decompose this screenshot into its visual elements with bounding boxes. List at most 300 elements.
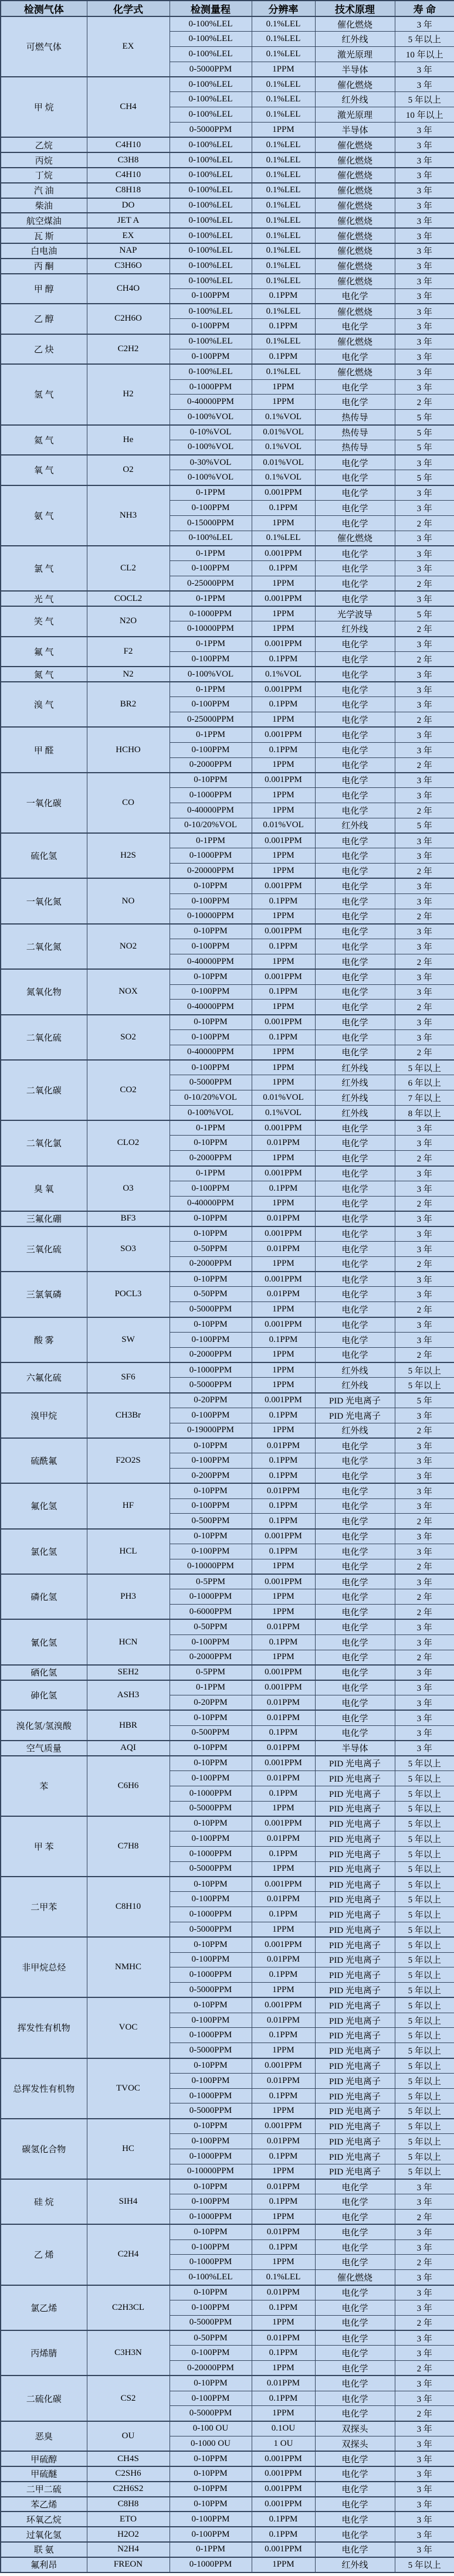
range-cell: 0-10PPM — [170, 1438, 252, 1453]
formula-cell: AQI — [87, 1741, 170, 1756]
lifespan-cell: 5 年以上 — [395, 32, 454, 47]
resolution-cell: 0.01PPM — [252, 2285, 315, 2300]
table-row — [1, 924, 454, 939]
principle-cell: 双探头 — [315, 2421, 395, 2436]
resolution-cell: 0.1%VOL — [252, 440, 315, 455]
lifespan-cell: 3 年 — [395, 939, 454, 954]
principle-cell: 电化学 — [315, 2466, 395, 2482]
lifespan-cell: 2 年 — [395, 712, 454, 728]
principle-cell: 电化学 — [315, 501, 395, 516]
column-header-lifespan: 寿 命 — [395, 1, 454, 16]
range-cell: 0-100PPM — [170, 1498, 252, 1514]
lifespan-cell: 2 年 — [395, 1559, 454, 1574]
lifespan-cell: 3 年 — [395, 243, 454, 259]
lifespan-cell: 5 年以上 — [395, 2028, 454, 2043]
range-cell: 0-1000PPM — [170, 1786, 252, 1801]
range-cell: 0-1000 OU — [170, 2436, 252, 2452]
gas-name-cell: 三氯氧磷 — [1, 1272, 87, 1317]
lifespan-cell: 3 年 — [395, 1498, 454, 1514]
range-cell: 0-10PPM — [170, 1816, 252, 1831]
resolution-cell: 0.1PPM — [252, 1332, 315, 1347]
resolution-cell: 1PPM — [252, 1801, 315, 1816]
range-cell: 0-40000PPM — [170, 803, 252, 818]
range-cell: 0-100PPM — [170, 2134, 252, 2149]
range-cell: 0-10PPM — [170, 1317, 252, 1333]
table-row — [1, 667, 454, 682]
range-cell: 0-20PPM — [170, 1695, 252, 1710]
resolution-cell: 0.001PPM — [252, 546, 315, 561]
resolution-cell: 0.1PPM — [252, 2346, 315, 2361]
range-cell: 0-100PPM — [170, 939, 252, 954]
lifespan-cell: 3 年 — [395, 1317, 454, 1333]
table-row — [1, 546, 454, 561]
lifespan-cell: 2 年 — [395, 1514, 454, 1529]
lifespan-cell: 3 年 — [395, 62, 454, 77]
table-row — [1, 137, 454, 152]
range-cell: 0-1PPM — [170, 637, 252, 652]
lifespan-cell: 5 年以上 — [395, 2164, 454, 2179]
column-header-formula: 化学式 — [87, 1, 170, 16]
lifespan-cell: 3 年 — [395, 682, 454, 697]
resolution-cell: 0.1%LEL — [252, 47, 315, 62]
principle-cell: 电化学 — [315, 833, 395, 848]
resolution-cell: 0.01PPM — [252, 2224, 315, 2239]
resolution-cell: 1PPM — [252, 1302, 315, 1317]
formula-cell: BR2 — [87, 682, 170, 727]
resolution-cell: 0.1PPM — [252, 939, 315, 954]
gas-name-cell: 碳氢化合物 — [1, 2119, 87, 2179]
range-cell: 0-10000PPM — [170, 621, 252, 637]
formula-cell: CH4O — [87, 274, 170, 304]
table-row — [1, 1166, 454, 1181]
resolution-cell: 0.1PPM — [252, 1514, 315, 1529]
gas-name-cell: 二甲二硫 — [1, 2482, 87, 2497]
formula-cell: JET A — [87, 213, 170, 228]
resolution-cell: 1PPM — [252, 1045, 315, 1060]
formula-cell: O3 — [87, 1166, 170, 1211]
lifespan-cell: 5 年以上 — [395, 2073, 454, 2088]
lifespan-cell: 3 年 — [395, 334, 454, 349]
range-cell: 0-1PPM — [170, 833, 252, 848]
resolution-cell: 0.1OU — [252, 2421, 315, 2436]
table-row — [1, 168, 454, 183]
principle-cell: 红外线 — [315, 1090, 395, 1106]
resolution-cell: 1PPM — [252, 757, 315, 773]
principle-cell: PID 光电离子 — [315, 1983, 395, 1998]
range-cell: 0-10PPM — [170, 1937, 252, 1952]
lifespan-cell: 10 年以上 — [395, 107, 454, 123]
principle-cell: 电化学 — [315, 1469, 395, 1484]
range-cell: 0-1PPM — [170, 1166, 252, 1181]
resolution-cell: 1PPM — [252, 2043, 315, 2058]
gas-name-cell: 硒化氢 — [1, 1665, 87, 1680]
resolution-cell: 0.1PPM — [252, 1786, 315, 1801]
range-cell: 0-5PPM — [170, 1574, 252, 1589]
range-cell: 0-100PPM — [170, 2527, 252, 2542]
range-cell: 0-5000PPM — [170, 1302, 252, 1317]
lifespan-cell: 2 年 — [395, 2361, 454, 2376]
range-cell: 0-40000PPM — [170, 1196, 252, 1211]
resolution-cell: 1PPM — [252, 1060, 315, 1075]
lifespan-cell: 3 年 — [395, 788, 454, 803]
table-body — [1, 16, 454, 2572]
table-row — [1, 637, 454, 652]
principle-cell: 电化学 — [315, 2300, 395, 2315]
table-row — [1, 1317, 454, 1333]
principle-cell: PID 光电离子 — [315, 1997, 395, 2013]
lifespan-cell: 3 年 — [395, 2346, 454, 2361]
range-cell: 0-100PPM — [170, 1770, 252, 1786]
resolution-cell: 1PPM — [252, 1650, 315, 1665]
principle-cell: 电化学 — [315, 893, 395, 909]
table-row — [1, 1438, 454, 1453]
lifespan-cell: 3 年 — [395, 379, 454, 395]
table-row — [1, 1997, 454, 2013]
resolution-cell: 0.001PPM — [252, 773, 315, 788]
lifespan-cell: 3 年 — [395, 2391, 454, 2406]
resolution-cell: 0.1%VOL — [252, 410, 315, 425]
lifespan-cell: 3 年 — [395, 2512, 454, 2527]
formula-cell: H2O2 — [87, 2527, 170, 2542]
formula-cell: CO — [87, 773, 170, 833]
range-cell: 0-10PPM — [170, 2224, 252, 2239]
principle-cell: 电化学 — [315, 1619, 395, 1634]
resolution-cell: 0.001PPM — [252, 1756, 315, 1771]
resolution-cell: 0.1PPM — [252, 2239, 315, 2255]
resolution-cell: 0.1%LEL — [252, 274, 315, 289]
range-cell: 0-10PPM — [170, 2179, 252, 2194]
range-cell: 0-10000PPM — [170, 909, 252, 924]
range-cell: 0-100 OU — [170, 2421, 252, 2436]
principle-cell: 电化学 — [315, 1000, 395, 1015]
table-row — [1, 2527, 454, 2542]
resolution-cell: 0.01PPM — [252, 1741, 315, 1756]
lifespan-cell: 2 年 — [395, 651, 454, 667]
gas-name-cell: 二氧化氯 — [1, 1120, 87, 1165]
resolution-cell: 0.01PPM — [252, 1483, 315, 1498]
range-cell: 0-5000PPM — [170, 2315, 252, 2330]
principle-cell: PID 光电离子 — [315, 1877, 395, 1892]
range-cell: 0-100PPM — [170, 349, 252, 365]
resolution-cell: 0.01PPM — [252, 1892, 315, 1907]
lifespan-cell: 3 年 — [395, 1453, 454, 1469]
gas-name-cell: 氮 气 — [1, 667, 87, 682]
range-cell: 0-1000PPM — [170, 2210, 252, 2225]
table-row — [1, 1120, 454, 1136]
principle-cell: 电化学 — [315, 651, 395, 667]
table-row — [1, 485, 454, 501]
range-cell: 0-100%LEL — [170, 304, 252, 319]
lifespan-cell: 3 年 — [395, 1695, 454, 1710]
formula-cell: VOC — [87, 1997, 170, 2058]
gas-name-cell: 挥发性有机物 — [1, 1997, 87, 2058]
lifespan-cell: 3 年 — [395, 667, 454, 682]
table-row — [1, 1680, 454, 1695]
range-cell: 0-100PPM — [170, 1892, 252, 1907]
range-cell: 0-1000PPM — [170, 1907, 252, 1922]
lifespan-cell: 5 年以上 — [395, 2088, 454, 2103]
formula-cell: NAP — [87, 243, 170, 259]
principle-cell: 激光原理 — [315, 107, 395, 123]
principle-cell: 红外线 — [315, 1105, 395, 1120]
resolution-cell: 0.1%LEL — [252, 77, 315, 92]
range-cell: 0-1000PPM — [170, 1846, 252, 1861]
range-cell: 0-100PPM — [170, 651, 252, 667]
lifespan-cell: 3 年 — [395, 2527, 454, 2542]
table-row — [1, 2466, 454, 2482]
principle-cell: 电化学 — [315, 1211, 395, 1226]
lifespan-cell: 3 年 — [395, 1015, 454, 1030]
resolution-cell: 0.1%LEL — [252, 334, 315, 349]
range-cell: 0-1000PPM — [170, 2028, 252, 2043]
formula-cell: CS2 — [87, 2376, 170, 2421]
resolution-cell: 0.001PPM — [252, 591, 315, 606]
formula-cell: EX — [87, 16, 170, 77]
lifespan-cell: 2 年 — [395, 1347, 454, 1362]
lifespan-cell: 3 年 — [395, 984, 454, 1000]
resolution-cell: 0.001PPM — [252, 1997, 315, 2013]
principle-cell: 电化学 — [315, 2482, 395, 2497]
resolution-cell: 0.01PPM — [252, 2376, 315, 2391]
resolution-cell: 0.1PPM — [252, 1967, 315, 1983]
principle-cell: PID 光电离子 — [315, 1801, 395, 1816]
range-cell: 0-1PPM — [170, 546, 252, 561]
lifespan-cell: 5 年以上 — [395, 1983, 454, 1998]
principle-cell: 电化学 — [315, 2376, 395, 2391]
lifespan-cell: 3 年 — [395, 1242, 454, 1257]
principle-cell: 电化学 — [315, 1272, 395, 1287]
lifespan-cell: 3 年 — [395, 1469, 454, 1484]
principle-cell: 红外线 — [315, 1423, 395, 1438]
principle-cell: PID 光电离子 — [315, 2043, 395, 2058]
range-cell: 0-50PPM — [170, 1242, 252, 1257]
resolution-cell: 0.1%LEL — [252, 304, 315, 319]
table-row — [1, 259, 454, 274]
formula-cell: SO2 — [87, 1015, 170, 1060]
header-row — [1, 1, 454, 16]
range-cell: 0-100%LEL — [170, 16, 252, 32]
resolution-cell: 0.01PPM — [252, 1136, 315, 1151]
range-cell: 0-5000PPM — [170, 1861, 252, 1877]
range-cell: 0-10PPM — [170, 1710, 252, 1725]
lifespan-cell: 5 年以上 — [395, 1770, 454, 1786]
principle-cell: 电化学 — [315, 1015, 395, 1030]
formula-cell: TVOC — [87, 2058, 170, 2119]
gas-name-cell: 过氧化氢 — [1, 2527, 87, 2542]
gas-name-cell: 一氧化碳 — [1, 773, 87, 833]
formula-cell: BF3 — [87, 1211, 170, 1226]
table-row — [1, 1226, 454, 1242]
principle-cell: 半导体 — [315, 123, 395, 138]
formula-cell: HF — [87, 1483, 170, 1528]
principle-cell: PID 光电离子 — [315, 2058, 395, 2074]
table-row — [1, 183, 454, 198]
range-cell: 0-1000PPM — [170, 1967, 252, 1983]
formula-cell: C4H10 — [87, 137, 170, 152]
principle-cell: 电化学 — [315, 1559, 395, 1574]
lifespan-cell: 5 年以上 — [395, 1060, 454, 1075]
range-cell: 0-100%VOL — [170, 667, 252, 682]
gas-name-cell: 二氧化硫 — [1, 1015, 87, 1060]
formula-cell: DO — [87, 198, 170, 213]
resolution-cell: 0.1PPM — [252, 2512, 315, 2527]
resolution-cell: 0.01PPM — [252, 2073, 315, 2088]
gas-name-cell: 恶臭 — [1, 2421, 87, 2452]
principle-cell: 电化学 — [315, 727, 395, 742]
lifespan-cell: 3 年 — [395, 2270, 454, 2285]
lifespan-cell: 3 年 — [395, 259, 454, 274]
gas-name-cell: 硫化氢 — [1, 833, 87, 878]
resolution-cell: 0.001PPM — [252, 878, 315, 893]
lifespan-cell: 2 年 — [395, 2210, 454, 2225]
range-cell: 0-1PPM — [170, 1120, 252, 1136]
lifespan-cell: 5 年以上 — [395, 1922, 454, 1937]
principle-cell: PID 光电离子 — [315, 1907, 395, 1922]
resolution-cell: 0.001PPM — [252, 2497, 315, 2512]
principle-cell: 半导体 — [315, 62, 395, 77]
lifespan-cell: 3 年 — [395, 364, 454, 379]
principle-cell: 电化学 — [315, 1725, 395, 1741]
lifespan-cell: 3 年 — [395, 501, 454, 516]
principle-cell: 催化燃烧 — [315, 304, 395, 319]
lifespan-cell: 2 年 — [395, 576, 454, 591]
lifespan-cell: 3 年 — [395, 319, 454, 334]
lifespan-cell: 3 年 — [395, 591, 454, 606]
lifespan-cell: 5 年以上 — [395, 2134, 454, 2149]
formula-cell: SEH2 — [87, 1665, 170, 1680]
resolution-cell: 0.001PPM — [252, 727, 315, 742]
principle-cell: 电化学 — [315, 712, 395, 728]
formula-cell: F2 — [87, 637, 170, 667]
gas-name-cell: 二氧化碳 — [1, 1060, 87, 1120]
table-row — [1, 1574, 454, 1589]
table-row — [1, 274, 454, 289]
range-cell: 0-10PPM — [170, 2119, 252, 2134]
range-cell: 0-100PPM — [170, 501, 252, 516]
range-cell: 0-100%VOL — [170, 440, 252, 455]
gas-name-cell: 三氟化硼 — [1, 1211, 87, 1226]
formula-cell: He — [87, 425, 170, 456]
principle-cell: 电化学 — [315, 2330, 395, 2346]
principle-cell: 电化学 — [315, 1029, 395, 1045]
formula-cell: CL2 — [87, 546, 170, 591]
range-cell: 0-10PPM — [170, 1272, 252, 1287]
table-row — [1, 1665, 454, 1680]
lifespan-cell: 3 年 — [395, 152, 454, 168]
formula-cell: SW — [87, 1317, 170, 1362]
principle-cell: 电化学 — [315, 470, 395, 485]
principle-cell: PID 光电离子 — [315, 2013, 395, 2028]
resolution-cell: 1PPM — [252, 2210, 315, 2225]
principle-cell: PID 光电离子 — [315, 2149, 395, 2164]
range-cell: 0-1000PPM — [170, 1362, 252, 1378]
resolution-cell: 0.01PPM — [252, 2134, 315, 2149]
range-cell: 0-1PPM — [170, 1680, 252, 1695]
resolution-cell: 0.01PPM — [252, 1695, 315, 1710]
lifespan-cell: 3 年 — [395, 2224, 454, 2239]
gas-name-cell: 汽 油 — [1, 183, 87, 198]
lifespan-cell: 3 年 — [395, 485, 454, 501]
lifespan-cell: 3 年 — [395, 561, 454, 576]
range-cell: 0-1PPM — [170, 727, 252, 742]
range-cell: 0-5000PPM — [170, 1983, 252, 1998]
lifespan-cell: 5 年 — [395, 470, 454, 485]
range-cell: 0-5000PPM — [170, 2103, 252, 2119]
range-cell: 0-50PPM — [170, 1287, 252, 1302]
principle-cell: 电化学 — [315, 1514, 395, 1529]
resolution-cell: 0.001PPM — [252, 969, 315, 984]
principle-cell: 催化燃烧 — [315, 168, 395, 183]
gas-name-cell: 氯化氢 — [1, 1529, 87, 1574]
resolution-cell: 0.001PPM — [252, 1393, 315, 1408]
principle-cell: 电化学 — [315, 939, 395, 954]
formula-cell: C2H4 — [87, 2224, 170, 2285]
resolution-cell: 1PPM — [252, 1423, 315, 1438]
range-cell: 0-50PPM — [170, 2330, 252, 2346]
range-cell: 0-40000PPM — [170, 954, 252, 969]
lifespan-cell: 3 年 — [395, 288, 454, 304]
table-row — [1, 969, 454, 984]
principle-cell: 催化燃烧 — [315, 16, 395, 32]
resolution-cell: 0.1PPM — [252, 2300, 315, 2315]
resolution-cell: 0.01%VOL — [252, 1090, 315, 1106]
lifespan-cell: 3 年 — [395, 2436, 454, 2452]
gas-name-cell: 六氟化硫 — [1, 1362, 87, 1393]
principle-cell: 电化学 — [315, 984, 395, 1000]
principle-cell: 催化燃烧 — [315, 2270, 395, 2285]
table-row — [1, 1393, 454, 1408]
range-cell: 0-5000PPM — [170, 2406, 252, 2421]
range-cell: 0-2000PPM — [170, 1151, 252, 1166]
resolution-cell: 0.001PPM — [252, 924, 315, 939]
range-cell: 0-10PPM — [170, 2451, 252, 2466]
range-cell: 0-100PPM — [170, 1453, 252, 1469]
table-row — [1, 228, 454, 243]
range-cell: 0-2000PPM — [170, 757, 252, 773]
range-cell: 0-100PPM — [170, 984, 252, 1000]
principle-cell: 电化学 — [315, 561, 395, 576]
gas-name-cell: 光 气 — [1, 591, 87, 606]
gas-name-cell: 甲硫醚 — [1, 2466, 87, 2482]
resolution-cell: 0.01PPM — [252, 1710, 315, 1725]
resolution-cell: 0.001PPM — [252, 637, 315, 652]
lifespan-cell: 3 年 — [395, 137, 454, 152]
lifespan-cell: 3 年 — [395, 455, 454, 470]
resolution-cell: 0.1%LEL — [252, 183, 315, 198]
lifespan-cell: 6 年以上 — [395, 1075, 454, 1090]
principle-cell: 催化燃烧 — [315, 213, 395, 228]
principle-cell: 电化学 — [315, 1196, 395, 1211]
range-cell: 0-1000PPM — [170, 2255, 252, 2270]
table-row — [1, 1362, 454, 1378]
resolution-cell: 0.1%LEL — [252, 213, 315, 228]
lifespan-cell: 3 年 — [395, 1665, 454, 1680]
principle-cell: PID 光电离子 — [315, 1922, 395, 1937]
lifespan-cell: 2 年 — [395, 621, 454, 637]
lifespan-cell: 3 年 — [395, 848, 454, 864]
lifespan-cell: 3 年 — [395, 893, 454, 909]
range-cell: 0-200PPM — [170, 1469, 252, 1484]
lifespan-cell: 2 年 — [395, 954, 454, 969]
range-cell: 0-10PPM — [170, 773, 252, 788]
resolution-cell: 0.1PPM — [252, 651, 315, 667]
formula-cell: HCHO — [87, 727, 170, 772]
principle-cell: 电化学 — [315, 969, 395, 984]
principle-cell: 电化学 — [315, 379, 395, 395]
lifespan-cell: 3 年 — [395, 1181, 454, 1196]
table-row — [1, 1619, 454, 1634]
gas-name-cell: 苯乙烯 — [1, 2497, 87, 2512]
